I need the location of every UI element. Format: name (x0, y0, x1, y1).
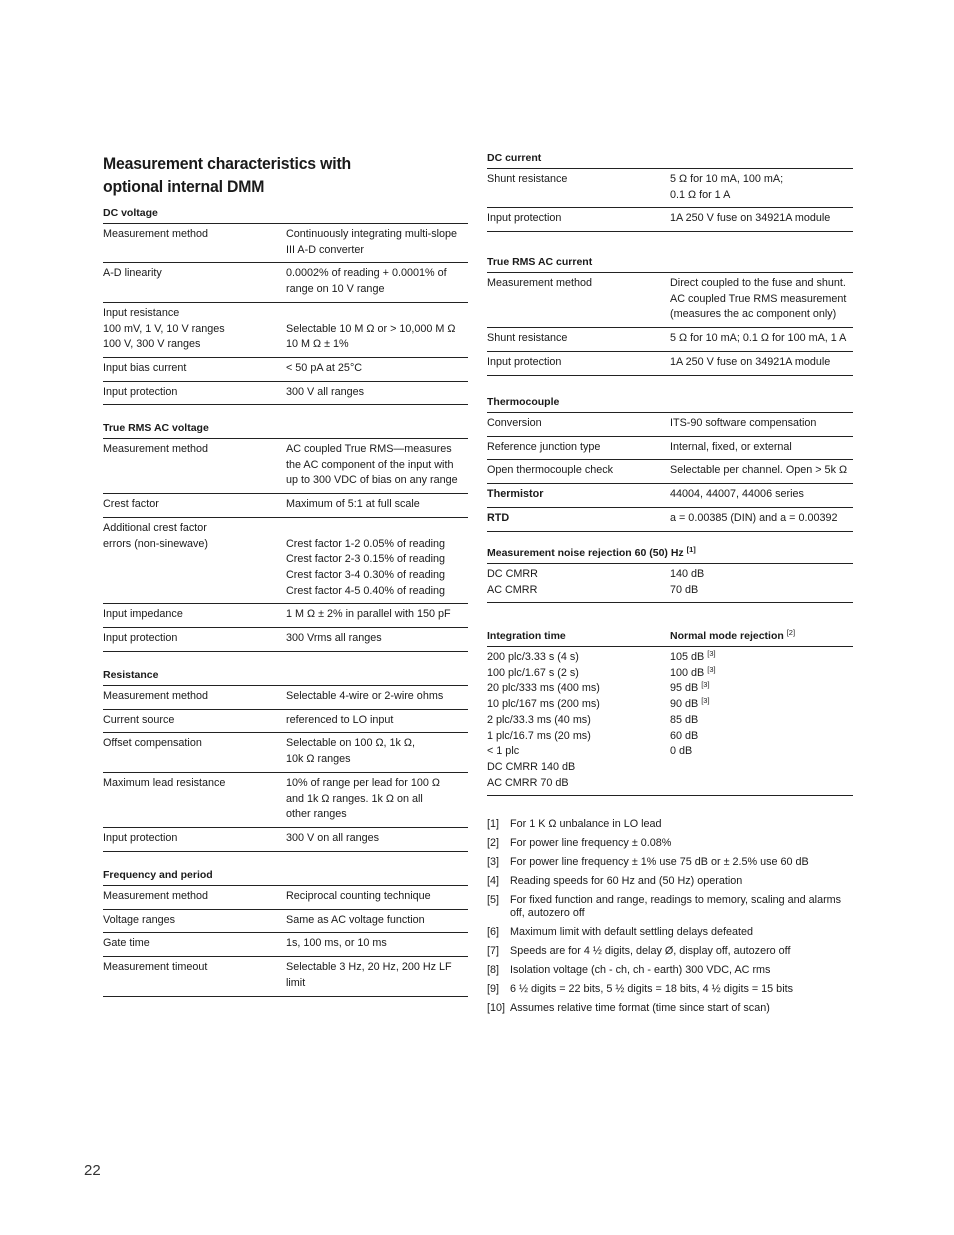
table-row (103, 828, 468, 852)
spec-value: Selectable 10 M Ω or > 10,000 M Ω 10 M Ω ± 1% (286, 322, 456, 351)
page-number: 22 (84, 1162, 101, 1179)
footnote-ref: [3] (701, 696, 710, 706)
spec-label: Measurement method (103, 890, 209, 902)
spec-value: ITS-90 software compensation (670, 417, 817, 429)
spec-value: 44004, 44007, 44006 series (670, 488, 804, 501)
ac-voltage-title: True RMS AC voltage (103, 422, 209, 434)
integration-header (487, 630, 853, 647)
frequency-table (103, 885, 468, 997)
spec-value: Continuously integrating multi-slope III A-D converter (286, 228, 458, 256)
rejection-value: 90 dB (670, 698, 699, 711)
footnote-text: For 1 K Ω unbalance in LO lead (510, 818, 662, 830)
table-row (487, 208, 853, 232)
page-title-line-2: optional internal DMM (103, 177, 265, 196)
spec-label: Current source (103, 713, 175, 726)
footnote-text: Speeds are for 4 ½ digits, delay Ø, display off, autozero off (510, 945, 791, 957)
spec-label: Open thermocouple check (487, 464, 614, 477)
footnote-number: [10] (487, 1002, 506, 1014)
dc-voltage-section (103, 207, 468, 405)
spec-value: Same as AC voltage function (286, 913, 425, 926)
spec-label: Additional crest factor errors (non-sinewave) (103, 521, 209, 550)
table-row (487, 564, 853, 603)
table-row (103, 910, 468, 934)
table-row (103, 494, 468, 518)
table-row (487, 352, 853, 376)
spec-value: Internal, fixed, or external (670, 440, 792, 453)
spec-label: Input protection (487, 355, 562, 368)
dc-current-table (487, 168, 853, 232)
list-item (670, 681, 853, 697)
spec-value: 10% of range per lead for 100 Ω and 1k Ω ranges. 1k Ω on all other ranges (286, 776, 440, 821)
table-row (103, 303, 468, 358)
table-row (103, 628, 468, 652)
spec-label: Measurement method (487, 277, 593, 289)
normal-mode-rejection-header-text: Normal mode rejection (670, 630, 784, 642)
spec-label: RTD (487, 511, 510, 524)
spec-value: 5 Ω for 10 mA, 100 mA; 0.1 Ω for 1 A (670, 173, 784, 201)
spec-label: Measurement method (103, 690, 209, 702)
spec-value: Maximum of 5:1 at full scale (286, 498, 420, 511)
table-row (103, 773, 468, 828)
footnote-text: For power line frequency ± 1% use 75 dB or ± 2.5% use 60 dB (510, 856, 809, 868)
list-item (670, 650, 853, 666)
table-row (103, 518, 468, 605)
thermocouple-table (487, 412, 853, 532)
integration-times (487, 650, 670, 791)
rejection-value: 105 dB (670, 651, 705, 663)
dc-voltage-table (103, 223, 468, 405)
dc-current-title: DC current (487, 152, 542, 164)
footnote-text: Maximum limit with default settling delays defeated (510, 926, 754, 938)
list-item: 1 plc/16.7 ms (20 ms) (487, 729, 591, 742)
spec-label: Input protection (103, 385, 178, 398)
spec-value: Selectable on 100 Ω, 1k Ω, 10k Ω ranges (286, 737, 415, 766)
spec-value: Selectable 4-wire or 2-wire ohms (286, 690, 444, 702)
list-item: DC CMRR 140 dB (487, 760, 576, 773)
table-row (103, 686, 468, 710)
spec-label: Measurement method (103, 443, 209, 455)
spec-value: 0.0002% of reading + 0.0001% of range on 10 V range (286, 267, 447, 296)
integration-table (487, 647, 853, 796)
spec-value: 300 Vrms all ranges (286, 632, 382, 645)
list-item: < 1 plc (487, 745, 520, 758)
footnote-number: [9] (487, 983, 500, 995)
spec-label: Voltage ranges (103, 913, 176, 926)
table-row (103, 439, 468, 494)
spec-value: 300 V on all ranges (286, 831, 380, 844)
list-item (670, 729, 853, 745)
list-item (670, 744, 853, 760)
table-row (487, 328, 853, 352)
table-row (103, 382, 468, 406)
spec-value: 140 dB 70 dB (670, 568, 705, 596)
footnote (487, 856, 853, 869)
ac-current-title: True RMS AC current (487, 256, 593, 268)
table-row (103, 263, 468, 302)
footnote (487, 837, 853, 850)
integration-time-header: Integration time (487, 630, 566, 642)
footnote-number: [2] (487, 837, 500, 849)
footnote-number: [8] (487, 964, 500, 976)
rejection-value: 95 dB (670, 682, 699, 695)
footnote-number: [4] (487, 875, 500, 887)
list-item: 200 plc/3.33 s (4 s) (487, 651, 579, 663)
table-row (103, 957, 468, 996)
spec-label: Input bias current (103, 361, 187, 374)
footnote-number: [7] (487, 945, 500, 957)
spec-label: Input protection (103, 831, 178, 844)
dc-voltage-title: DC voltage (103, 207, 158, 219)
thermocouple-title: Thermocouple (487, 396, 560, 408)
spec-value: Direct coupled to the fuse and shunt. AC coupled True RMS measurement (measures the ac component only) (670, 277, 847, 321)
footnote-number: [1] (487, 818, 500, 830)
footnote-text: 6 ½ digits = 22 bits, 5 ½ digits = 18 bits, 4 ½ digits = 15 bits (510, 983, 793, 995)
spec-value: 300 V all ranges (286, 385, 365, 398)
footnote (487, 1002, 853, 1015)
spec-value: referenced to LO input (286, 713, 394, 726)
table-row (103, 933, 468, 957)
spec-label: A-D linearity (103, 267, 162, 280)
spec-value: Reciprocal counting technique (286, 890, 431, 902)
ac-voltage-section (103, 422, 468, 652)
footnote-ref: [3] (707, 649, 716, 658)
table-row (487, 484, 853, 508)
spec-label: Input resistance 100 mV, 1 V, 10 V ranges 100 V, 300 V ranges (103, 306, 225, 351)
page-title-line-1: Measurement characteristics with (103, 154, 351, 173)
spec-label: DC CMRR AC CMRR (487, 568, 538, 596)
dc-current-section (487, 152, 853, 232)
spec-value: 1 M Ω ± 2% in parallel with 150 pF (286, 608, 451, 621)
spec-value: Selectable per channel. Open > 5k Ω (670, 464, 848, 477)
noise-rejection-table (487, 563, 853, 603)
footnote-number: [5] (487, 894, 500, 906)
footnote-ref: [3] (701, 680, 710, 690)
spec-label: Shunt resistance (487, 173, 568, 185)
spec-value: AC coupled True RMS—measures the AC component of the input with up to 300 VDC of bias on any range (286, 443, 458, 487)
ac-voltage-table (103, 438, 468, 652)
table-row (103, 358, 468, 382)
rejection-value: 85 dB (670, 713, 699, 726)
table-row (487, 413, 853, 437)
list-item: AC CMRR 70 dB (487, 776, 569, 789)
spec-label: Measurement method (103, 228, 209, 240)
list-item: 10 plc/167 ms (200 ms) (487, 698, 600, 711)
footnote (487, 818, 853, 831)
list-item: 100 plc/1.67 s (2 s) (487, 666, 579, 679)
spec-label: Conversion (487, 417, 542, 429)
frequency-title: Frequency and period (103, 869, 213, 881)
footnote-text: Isolation voltage (ch - ch, ch - earth) 300 VDC, AC rms (510, 964, 771, 976)
spec-value: Selectable 3 Hz, 20 Hz, 200 Hz LF limit (286, 961, 452, 989)
table-row (487, 437, 853, 461)
rejection-value: 100 dB (670, 666, 705, 679)
footnote-text: Assumes relative time format (time since start of scan) (510, 1002, 770, 1014)
footnote (487, 894, 853, 920)
spec-label: Measurement timeout (103, 961, 208, 974)
noise-rejection-title (487, 547, 853, 560)
footnote-ref: [3] (707, 664, 716, 674)
spec-value: 5 Ω for 10 mA; 0.1 Ω for 100 mA, 1 A (670, 332, 847, 345)
spec-label: Offset compensation (103, 737, 202, 750)
table-row (487, 169, 853, 208)
spec-label: Thermistor (487, 488, 544, 501)
footnotes (487, 818, 853, 1021)
spec-label: Maximum lead resistance (103, 776, 226, 789)
list-item: 20 plc/333 ms (400 ms) (487, 682, 600, 695)
resistance-section (103, 669, 468, 852)
spec-value: 1A 250 V fuse on 34921A module (670, 355, 831, 368)
spec-label: Gate time (103, 937, 150, 950)
rejection-value: 60 dB (670, 729, 699, 742)
normal-mode-rejection-header (670, 630, 795, 643)
table-row (103, 886, 468, 910)
noise-rejection-title-text: Measurement noise rejection 60 (50) Hz (487, 547, 684, 559)
table-row (103, 224, 468, 263)
footnote-number: [6] (487, 926, 500, 938)
table-row (103, 604, 468, 628)
table-row (103, 710, 468, 734)
spec-value: a = 0.00385 (DIN) and a = 0.00392 (670, 511, 838, 524)
list-item (670, 697, 853, 713)
footnote-text: For power line frequency ± 0.08% (510, 837, 672, 849)
list-item: 2 plc/33.3 ms (40 ms) (487, 713, 591, 726)
footnote-number: [3] (487, 856, 500, 868)
footnote (487, 926, 853, 939)
noise-rejection-section (487, 547, 853, 603)
spec-label: Reference junction type (487, 440, 601, 453)
spec-value: 1A 250 V fuse on 34921A module (670, 212, 831, 225)
spec-label: Input impedance (103, 608, 183, 621)
rejection-value: 0 dB (670, 745, 693, 758)
spec-label: Input protection (103, 632, 178, 645)
resistance-title: Resistance (103, 669, 159, 681)
spec-label: Crest factor (103, 498, 159, 511)
list-item (670, 713, 853, 729)
page-title (103, 152, 442, 198)
ac-current-section (487, 256, 853, 376)
integration-section (487, 630, 853, 796)
frequency-section (103, 869, 468, 997)
footnote (487, 964, 853, 977)
footnote-text: For fixed function and range, readings to memory, scaling and alarms off, autozero off (510, 894, 842, 919)
ac-current-table (487, 272, 853, 376)
spec-label: Shunt resistance (487, 332, 568, 345)
spec-value: < 50 pA at 25°C (286, 361, 363, 374)
table-row (487, 273, 853, 328)
footnote-ref: [1] (686, 545, 696, 554)
spec-value: Crest factor 1-2 0.05% of reading Crest factor 2-3 0.15% of reading Crest factor 3-4 0.30% of reading Crest factor 4-5 0.40% of reading (286, 537, 446, 597)
rejection-values (670, 650, 853, 791)
spec-label: Input protection (487, 212, 562, 225)
spec-value: 1s, 100 ms, or 10 ms (286, 937, 387, 950)
table-row (487, 508, 853, 532)
footnote (487, 983, 853, 996)
thermocouple-section (487, 396, 853, 532)
footnote-ref: [2] (786, 628, 796, 637)
footnote-text: Reading speeds for 60 Hz and (50 Hz) operation (510, 875, 743, 887)
resistance-table (103, 685, 468, 852)
table-row (103, 733, 468, 772)
table-row (487, 460, 853, 484)
footnote (487, 945, 853, 958)
list-item (670, 666, 853, 682)
footnote (487, 875, 853, 888)
